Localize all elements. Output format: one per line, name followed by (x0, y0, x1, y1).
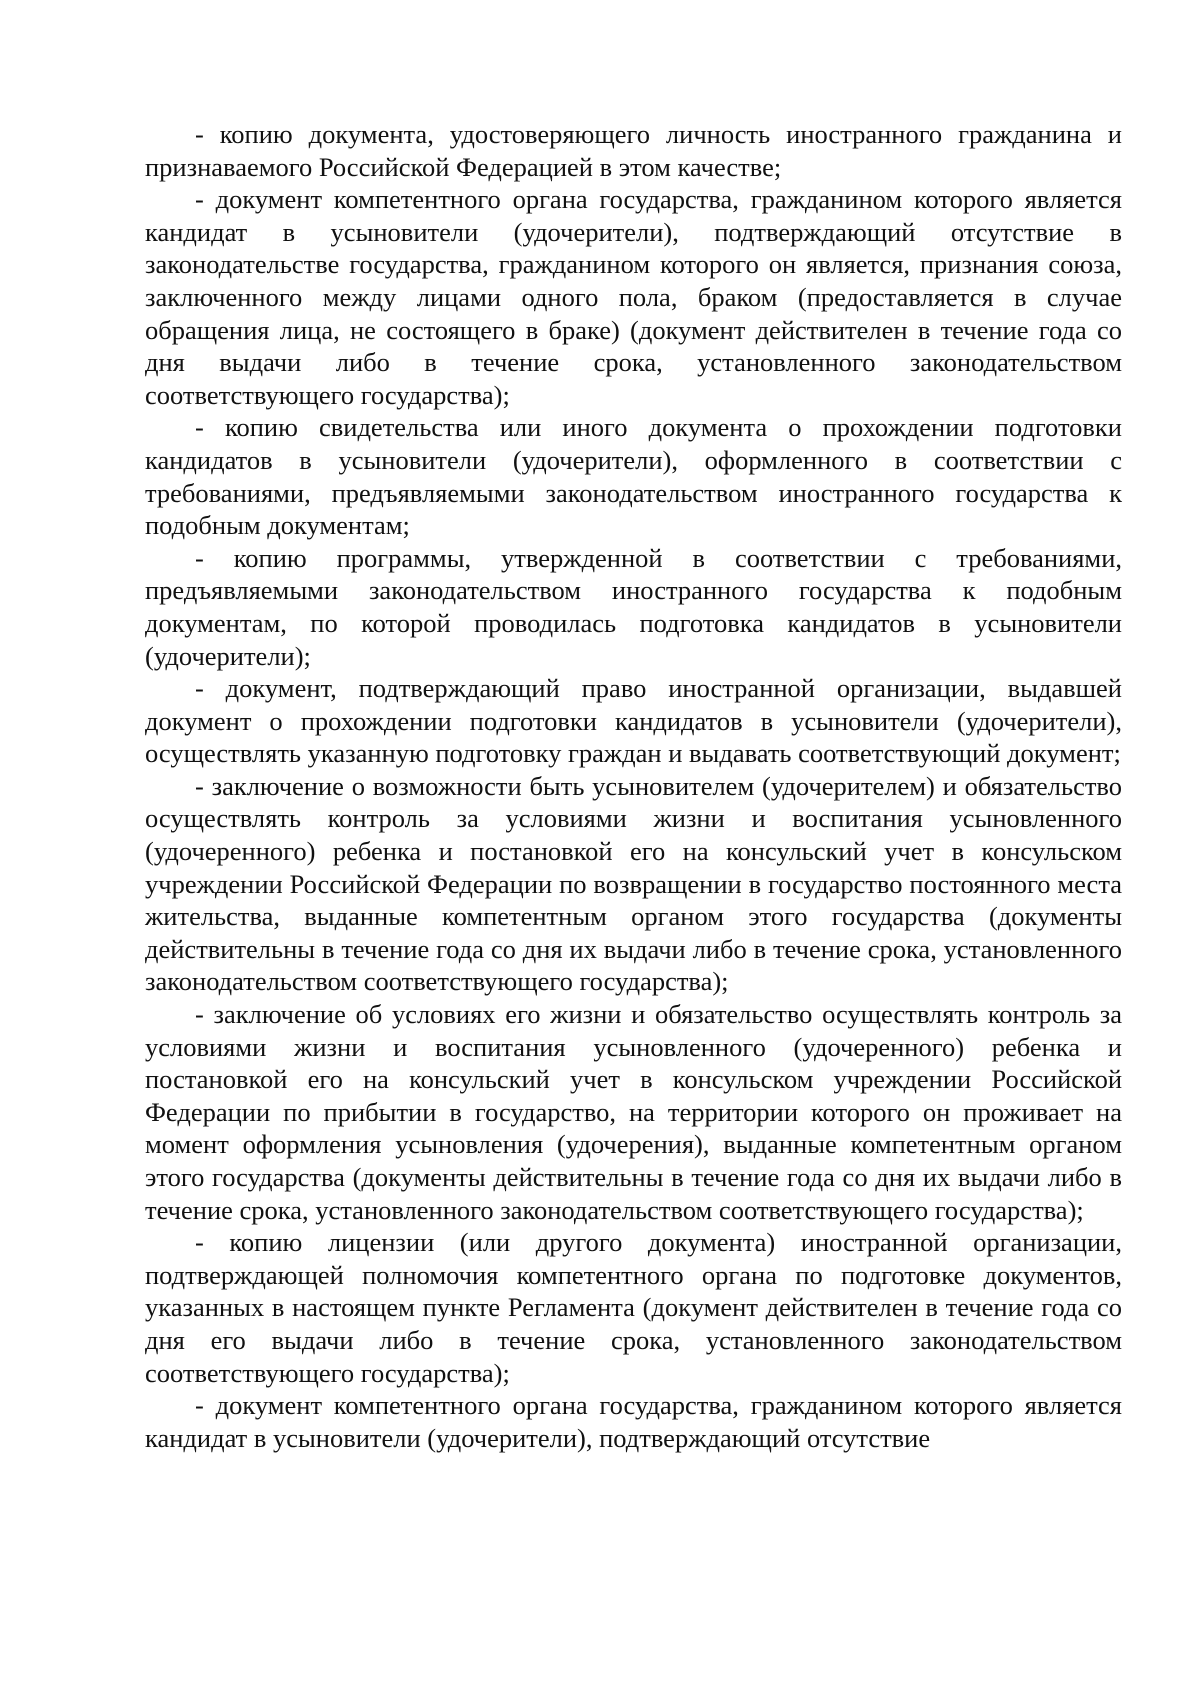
paragraph-identity-document-copy: - копию документа, удостоверяющего личность иностранного гражданина и признаваемого Российской Федерацией в этом качестве; (145, 119, 1122, 182)
paragraph-living-conditions-conclusion: - заключение об условиях его жизни и обязательство осуществлять контроль за условиями жизни и воспитания усыновленного (удочеренного) ребенка и постановкой его на консульский учет в консульском учреждении Российской Федерации по прибытии в государство, на территории которого он проживает на момент оформления усыновления (удочерения), выданные компетентным органом этого государства (документы действительны в течение года со дня их выдачи либо в течение срока, установленного законодательством соответствующего государства); (145, 999, 1122, 1225)
paragraph-training-program-copy: - копию программы, утвержденной в соответствии с требованиями, предъявляемыми законодательством иностранного государства к подобным документам, по которой проводилась подготовка кандидатов в усыновители (удочерители); (145, 542, 1122, 671)
paragraph-competent-authority-document: - документ компетентного органа государства, гражданином которого является кандидат в усыновители (удочерители), подтверждающий отсутствие (145, 1390, 1122, 1453)
paragraph-same-sex-union-document: - документ компетентного органа государства, гражданином которого является кандидат в усыновители (удочерители), подтверждающий отсутствие в законодательстве государства, гражданином которого он является, признания союза, заключенного между лицами одного пола, браком (предоставляется в случае обращения лица, не состоящего в браке) (документ действителен в течение года со дня выдачи либо в течение срока, установленного законодательством соответствующего государства); (145, 184, 1122, 410)
paragraph-training-certificate-copy: - копию свидетельства или иного документа о прохождении подготовки кандидатов в усыновители (удочерители), оформленного в соответствии с требованиями, предъявляемыми законодательством иностранного государства к подобным документам; (145, 412, 1122, 541)
paragraph-license-copy: - копию лицензии (или другого документа) иностранной организации, подтверждающей полномочия компетентного органа по подготовке документов, указанных в настоящем пункте Регламента (документ действителен в течение года со дня его выдачи либо в течение срока, установленного законодательством соответствующего государства); (145, 1227, 1122, 1388)
document-body (145, 118, 1122, 1454)
paragraph-organization-rights-document: - документ, подтверждающий право иностранной организации, выдавшей документ о прохождении подготовки кандидатов в усыновители (удочерители), осуществлять указанную подготовку граждан и выдавать соответствующий документ; (145, 673, 1122, 769)
paragraph-adoption-eligibility-conclusion: - заключение о возможности быть усыновителем (удочерителем) и обязательство осуществлять контроль за условиями жизни и воспитания усыновленного (удочеренного) ребенка и постановкой его на консульский учет в консульском учреждении Российской Федерации по возвращении в государство постоянного места жительства, выданные компетентным органом этого государства (документы действительны в течение года со дня их выдачи либо в течение срока, установленного законодательством соответствующего государства); (145, 770, 1122, 997)
